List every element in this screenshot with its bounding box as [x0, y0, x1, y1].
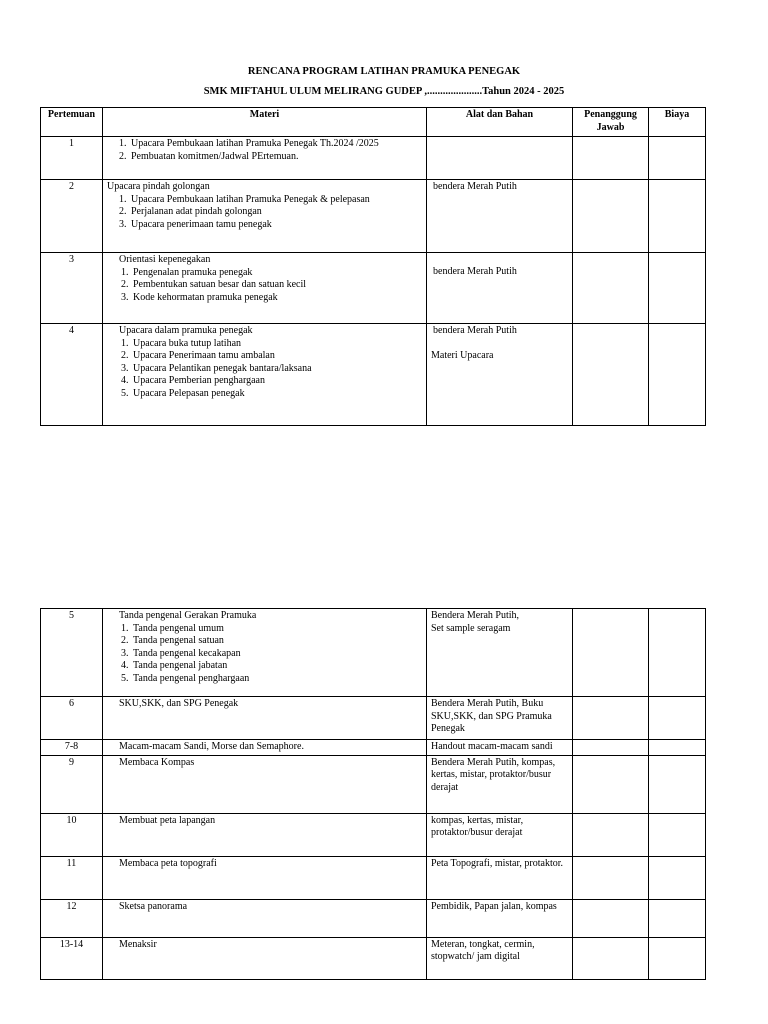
penanggung-cell [573, 609, 649, 697]
materi-item: 5. Upacara Pelepasan penegak [131, 388, 422, 401]
alat-text: bendera Merah Putih [433, 181, 517, 192]
penanggung-cell [573, 180, 649, 253]
penanggung-cell [573, 856, 649, 899]
biaya-cell [649, 697, 706, 740]
row-number: 13-14 [41, 937, 103, 979]
materi-title: Upacara dalam pramuka penegak [119, 325, 253, 336]
materi-item: 2. Pembentukan satuan besar dan satuan kecil [131, 279, 422, 292]
document-subtitle: SMK MIFTAHUL ULUM MELIRANG GUDEP ,.....................Tahun 2024 - 2025 [203, 86, 565, 97]
alat-cell: Bendera Merah Putih, kompas, kertas, mistar, protaktor/busur derajat [427, 755, 573, 813]
row-number: 2 [41, 180, 103, 253]
materi-item: 4. Upacara Pemberian penghargaan [131, 375, 422, 388]
materi-title: Membaca peta topografi [119, 857, 217, 869]
materi-item: 4. Tanda pengenal jabatan [131, 660, 422, 673]
table-header-row [41, 108, 706, 137]
biaya-cell [649, 324, 706, 426]
materi-title: Membaca Kompas [119, 756, 195, 768]
materi-item: 5. Tanda pengenal penghargaan [131, 673, 422, 686]
alat-text: Materi Upacara [431, 349, 494, 361]
biaya-cell [649, 740, 706, 756]
alat-cell [427, 137, 573, 180]
materi-cell [103, 755, 427, 813]
materi-item: 2. Tanda pengenal satuan [131, 635, 422, 648]
materi-item: 3. Upacara Pelantikan penegak bantara/laksana [131, 363, 422, 376]
table-row [41, 137, 706, 180]
biaya-cell [649, 180, 706, 253]
materi-item: 1. Tanda pengenal umum [131, 623, 422, 636]
materi-title: Orientasi kepenegakan [119, 254, 211, 265]
materi-title: Upacara pindah golongan [107, 181, 210, 192]
row-number: 5 [41, 609, 103, 697]
materi-title: Membuat peta lapangan [119, 814, 216, 826]
row-number: 12 [41, 899, 103, 937]
materi-title: Macam-macam Sandi, Morse dan Semaphore. [119, 741, 304, 752]
biaya-cell [649, 755, 706, 813]
materi-cell [103, 137, 427, 180]
materi-item: 2. Pembuatan komitmen/Jadwal PErtemuan. [129, 151, 422, 164]
table-row [41, 937, 706, 979]
alat-cell: Pembidik, Papan jalan, kompas [427, 899, 573, 937]
penanggung-cell [573, 253, 649, 324]
penanggung-cell [573, 899, 649, 937]
materi-title: Sketsa panorama [119, 900, 188, 912]
row-number: 4 [41, 324, 103, 426]
materi-cell [103, 324, 427, 426]
col-header-penanggung: Penanggung Jawab [573, 108, 649, 137]
program-table-part-1 [40, 107, 706, 426]
materi-item: 1. Upacara buka tutup latihan [131, 338, 422, 351]
table-row [41, 755, 706, 813]
row-number: 10 [41, 813, 103, 856]
penanggung-cell [573, 813, 649, 856]
table-row [41, 253, 706, 324]
materi-cell [103, 740, 427, 756]
alat-cell [427, 180, 573, 253]
penanggung-cell [573, 697, 649, 740]
program-table-part-2 [40, 608, 706, 980]
materi-item: 1. Upacara Pembukaan latihan Pramuka Penegak Th.2024 /2025 [129, 138, 422, 151]
alat-cell: kompas, kertas, mistar, protaktor/busur derajat [427, 813, 573, 856]
table-row [41, 180, 706, 253]
table-row [41, 609, 706, 697]
materi-cell [103, 609, 427, 697]
materi-item: 1. Upacara Pembukaan latihan Pramuka Penegak & pelepasan [129, 194, 422, 207]
col-header-biaya: Biaya [649, 108, 706, 137]
alat-cell [427, 609, 573, 697]
materi-cell [103, 813, 427, 856]
row-number: 1 [41, 137, 103, 180]
alat-text: Bendera Merah Putih, [431, 610, 520, 621]
penanggung-cell [573, 755, 649, 813]
materi-item: 3. Kode kehormatan pramuka penegak [131, 292, 422, 305]
alat-cell: Meteran, tongkat, cermin, stopwatch/ jam digital [427, 937, 573, 979]
table-row [41, 324, 706, 426]
materi-cell [103, 253, 427, 324]
materi-cell [103, 899, 427, 937]
materi-cell [103, 856, 427, 899]
biaya-cell [649, 813, 706, 856]
alat-text: bendera Merah Putih [433, 266, 517, 277]
table-row [41, 740, 706, 756]
materi-cell [103, 697, 427, 740]
penanggung-cell [573, 324, 649, 426]
materi-cell [103, 937, 427, 979]
col-header-materi: Materi [103, 108, 427, 137]
table-row [41, 697, 706, 740]
biaya-cell [649, 137, 706, 180]
materi-item: 2. Upacara Penerimaan tamu ambalan [131, 350, 422, 363]
row-number: 3 [41, 253, 103, 324]
alat-text: Set sample seragam [431, 622, 511, 634]
col-header-alat: Alat dan Bahan [427, 108, 573, 137]
table-row [41, 899, 706, 937]
alat-text: bendera Merah Putih [433, 325, 517, 336]
penanggung-cell [573, 137, 649, 180]
materi-title: Tanda pengenal Gerakan Pramuka [119, 610, 257, 621]
materi-title: SKU,SKK, dan SPG Penegak [119, 698, 239, 709]
alat-cell: Handout macam-macam sandi [427, 740, 573, 756]
row-number: 11 [41, 856, 103, 899]
biaya-cell [649, 253, 706, 324]
alat-cell: Bendera Merah Putih, Buku SKU,SKK, dan SPG Pramuka Penegak [427, 697, 573, 740]
biaya-cell [649, 937, 706, 979]
table-row [41, 813, 706, 856]
alat-cell [427, 253, 573, 324]
biaya-cell [649, 856, 706, 899]
biaya-cell [649, 899, 706, 937]
col-header-pertemuan: Pertemuan [41, 108, 103, 137]
row-number: 7-8 [41, 740, 103, 756]
penanggung-cell [573, 937, 649, 979]
alat-cell [427, 324, 573, 426]
materi-title: Menaksir [119, 938, 157, 950]
materi-item: 3. Upacara penerimaan tamu penegak [129, 219, 422, 232]
penanggung-cell [573, 740, 649, 756]
row-number: 6 [41, 697, 103, 740]
table-row [41, 856, 706, 899]
row-number: 9 [41, 755, 103, 813]
document-title: RENCANA PROGRAM LATIHAN PRAMUKA PENEGAK [247, 66, 521, 77]
materi-item: 3. Tanda pengenal kecakapan [131, 648, 422, 661]
biaya-cell [649, 609, 706, 697]
materi-item: 2. Perjalanan adat pindah golongan [129, 206, 422, 219]
alat-cell: Peta Topografi, mistar, protaktor. [427, 856, 573, 899]
materi-cell [103, 180, 427, 253]
materi-item: 1. Pengenalan pramuka penegak [131, 267, 422, 280]
